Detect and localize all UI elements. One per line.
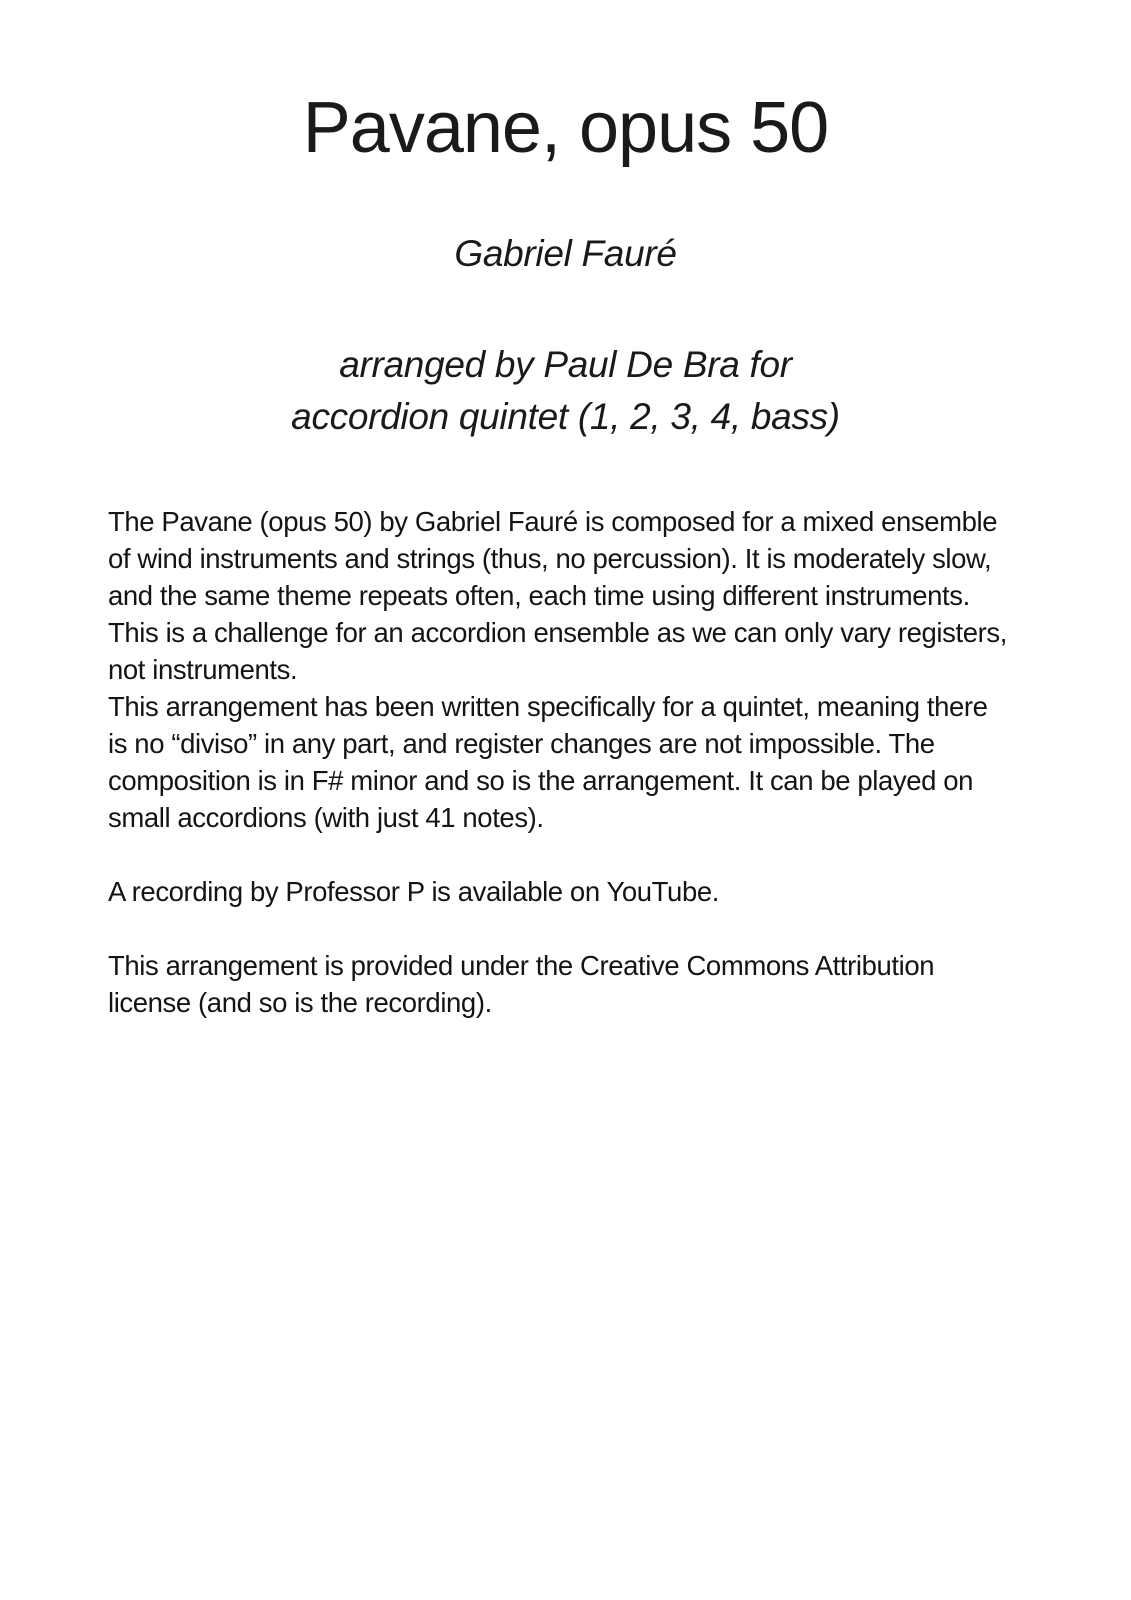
paragraph xyxy=(108,947,1013,1021)
arrangement-credit xyxy=(0,339,1131,443)
paragraph-text: This arrangement is provided under the Creative Commons Attribution license (and so is the recording). xyxy=(108,950,935,1019)
body-text xyxy=(108,503,1013,1021)
paragraph xyxy=(108,873,1013,910)
arrangement-line-2: accordion quintet (1, 2, 3, 4, bass) xyxy=(291,396,840,438)
paragraph-text: A recording by Professor P is available on YouTube. xyxy=(108,876,719,908)
paragraph-text: This arrangement has been written specifically for a quintet, meaning there is no “diviso” in any part, and register changes are not impossible. The composition is in F# minor and so is the arrangement. It can be played on small accordions (with just 41 notes). xyxy=(108,691,988,834)
arrangement-line-1: arranged by Paul De Bra for xyxy=(339,344,792,386)
composer-line: Gabriel Fauré xyxy=(454,233,677,275)
paragraph xyxy=(108,503,1013,836)
document-title: Pavane, opus 50 xyxy=(302,88,829,168)
paragraph-text: The Pavane (opus 50) by Gabriel Fauré is composed for a mixed ensemble of wind instruments and strings (thus, no percussion). It is moderately slow, and the same theme repeats often, each time using different instruments. This is a challenge for an accordion ensemble as we can only vary registers, not instruments. xyxy=(108,506,1007,686)
